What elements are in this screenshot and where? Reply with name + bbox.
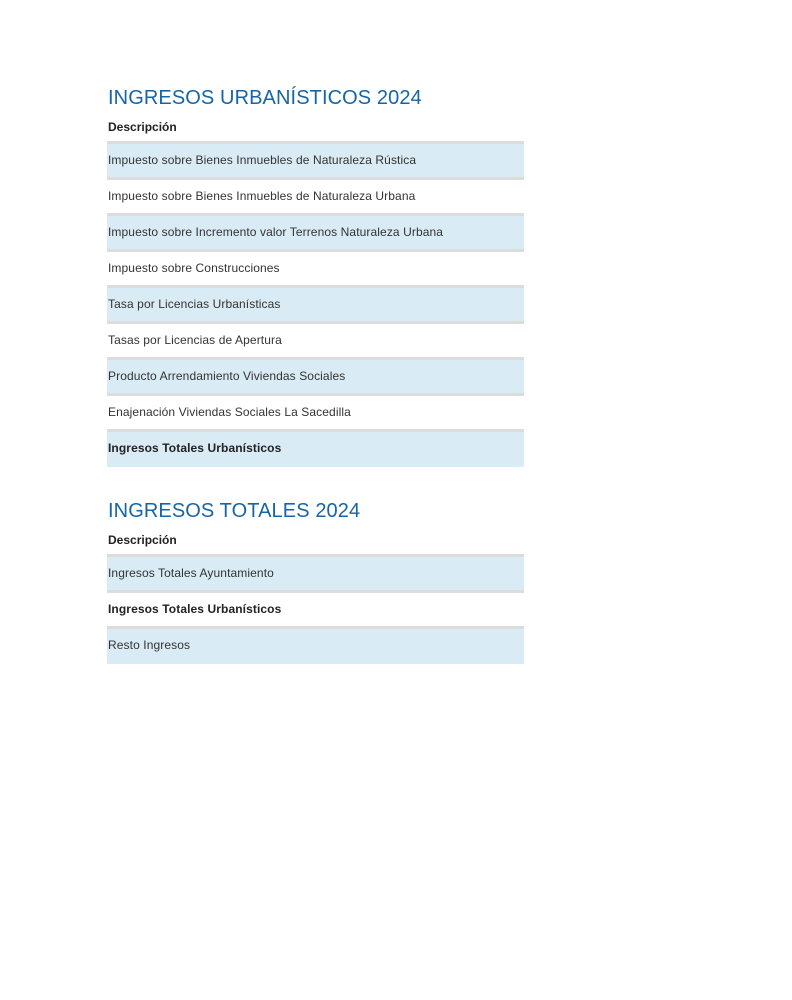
ingresos-totales-table [107,523,524,664]
table-row: Tasas por Licencias de Apertura [107,324,524,360]
table-row: Impuesto sobre Construcciones [107,252,524,288]
table-row: Impuesto sobre Incremento valor Terrenos Naturaleza Urbana [107,216,524,252]
table-row: Enajenación Viviendas Sociales La Sacedilla [107,396,524,432]
table-row: Ingresos Totales Ayuntamiento [107,557,524,593]
table-row: Producto Arrendamiento Viviendas Sociales [107,360,524,396]
table-row-total: Ingresos Totales Urbanísticos [107,432,524,467]
table-header-descripcion: Descripción [107,523,524,557]
table-row: Impuesto sobre Bienes Inmuebles de Naturaleza Rústica [107,144,524,180]
section-title: INGRESOS URBANÍSTICOS 2024 [108,87,422,109]
ingresos-totales-section [107,499,524,664]
table-row: Impuesto sobre Bienes Inmuebles de Naturaleza Urbana [107,180,524,216]
table-row: Resto Ingresos [107,629,524,664]
table-row: Ingresos Totales Urbanísticos [107,593,524,629]
ingresos-urbanisticos-section [107,86,524,467]
section-title: INGRESOS TOTALES 2024 [108,500,361,522]
ingresos-urbanisticos-table [107,110,524,467]
table-header-descripcion: Descripción [107,110,524,144]
table-row: Tasa por Licencias Urbanísticas [107,288,524,324]
